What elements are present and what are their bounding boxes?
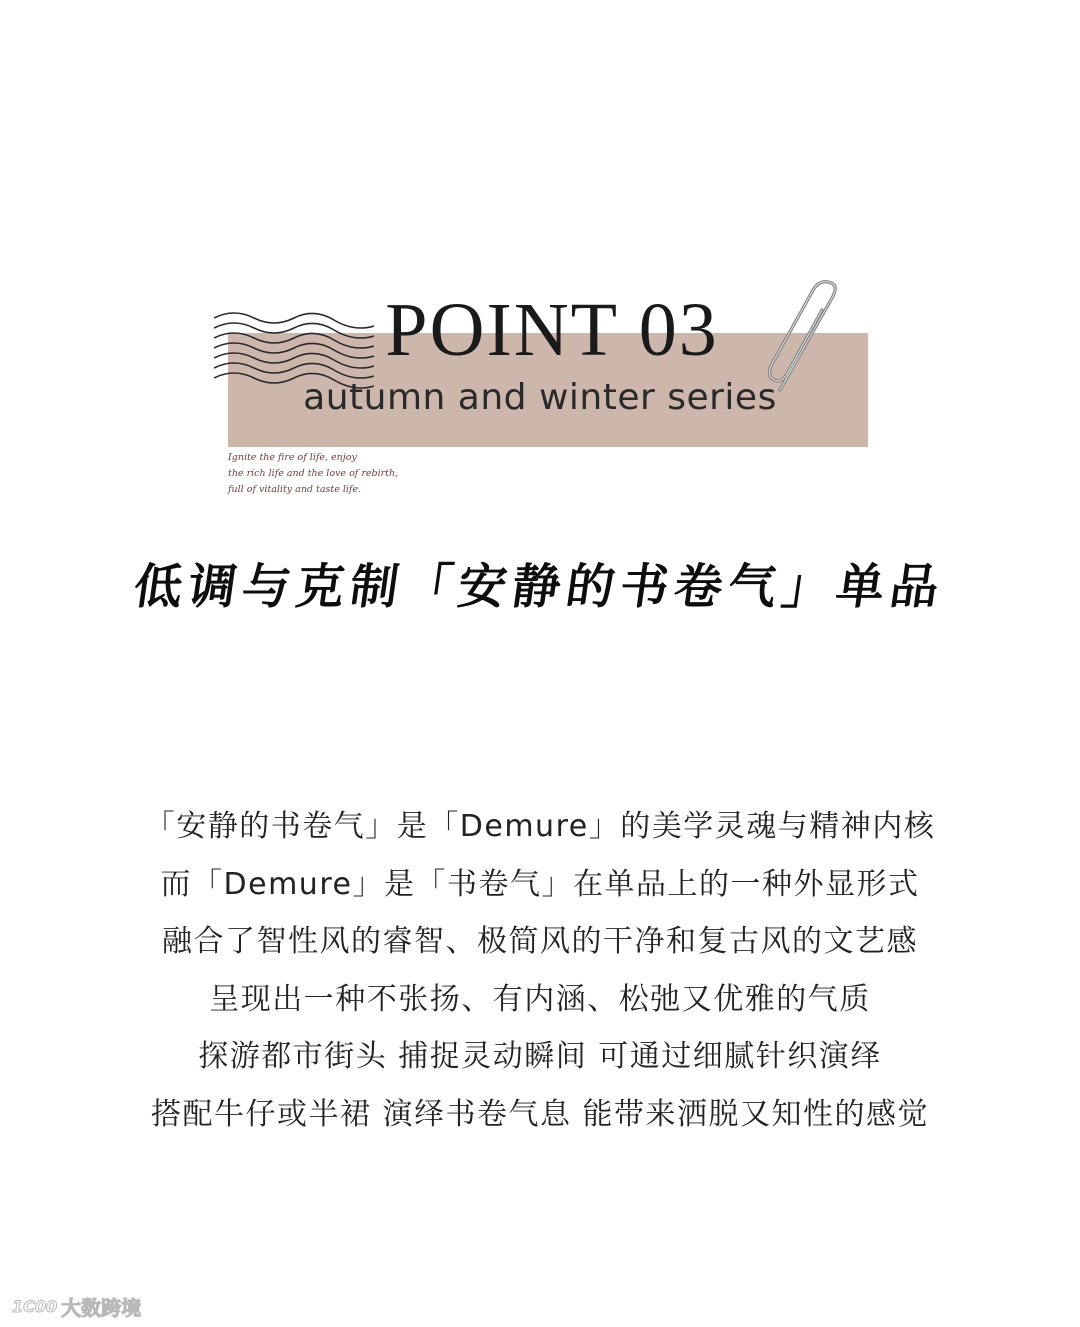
script-line: the rich life and the love of rebirth, (228, 468, 399, 479)
script-line: full of vitality and taste life. (228, 484, 362, 495)
paperclip-icon (760, 280, 856, 400)
body-line: 「安静的书卷气」是「Demure」的美学灵魂与精神内核 (144, 809, 936, 844)
body-line: 而「Demure」是「书卷气」在单品上的一种外显形式 (160, 866, 920, 902)
body-text (0, 798, 1080, 1143)
body-line: 搭配牛仔或半裙 演绎书卷气息 能带来洒脱又知性的感觉 (150, 1096, 930, 1132)
watermark-text: 大数跨境 (61, 1295, 142, 1320)
section-heading: 低调与克制「安静的书卷气」单品 (130, 559, 949, 615)
watermark-logo: 1C00 (12, 1296, 58, 1316)
series-subtitle: autumn and winter series (303, 377, 777, 418)
watermark (12, 1290, 141, 1322)
script-note (228, 450, 428, 498)
point-title: POINT 03 (385, 288, 719, 372)
header-graphic (0, 0, 1080, 520)
body-line: 探游都市街头 捕捉灵动瞬间 可通过细腻针织演绎 (198, 1039, 882, 1074)
script-line: Ignite the fire of life, enjoy (228, 452, 357, 463)
body-line: 呈现出一种不张扬、有内涵、松弛又优雅的气质 (209, 981, 871, 1017)
body-line: 融合了智性风的睿智、极简风的干净和复古风的文艺感 (162, 924, 918, 959)
